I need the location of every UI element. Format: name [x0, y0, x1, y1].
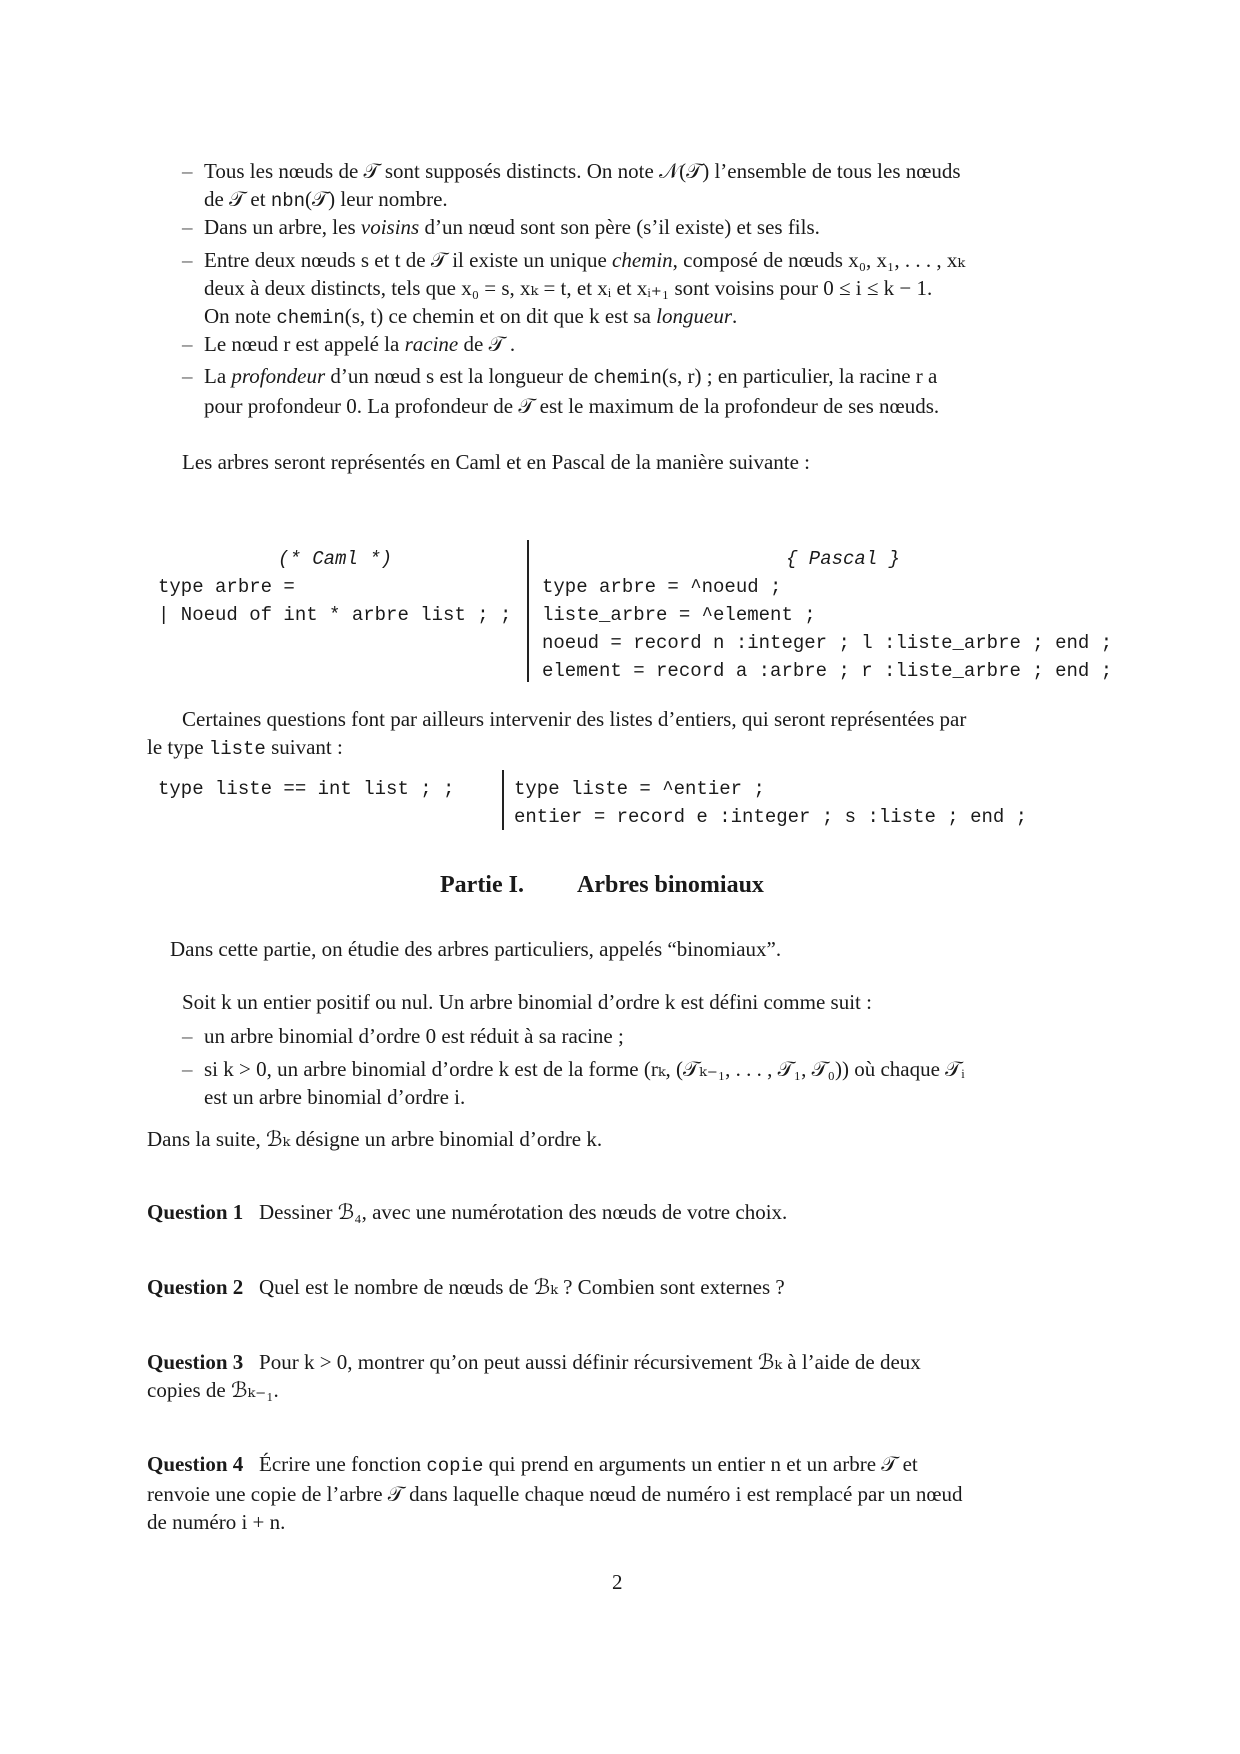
- liste-pascal-code: entier = record e :integer ; s :liste ; end ;: [514, 806, 1028, 828]
- liste-intro-line1: Certaines questions font par ailleurs intervenir des listes d’entiers, qui seront représentées par: [182, 707, 967, 731]
- bullet-dash: –: [182, 1057, 193, 1081]
- bullet-racine: Le nœud r est appelé la racine de 𝒯 .: [204, 332, 516, 356]
- pascal-comment: { Pascal }: [786, 548, 901, 570]
- pascal-code-line: liste_arbre = ^element ;: [542, 604, 816, 626]
- partie-title: Arbres binomiaux: [577, 872, 764, 898]
- bullet-dash: –: [182, 332, 193, 356]
- bullet-nodes-distinct: Tous les nœuds de 𝒯 sont supposés distincts. On note 𝒩(𝒯) l’ensemble de tous les nœuds de 𝒯 et nbn(𝒯) leur nombre.: [204, 159, 961, 212]
- partie-intro: Dans cette partie, on étudie des arbres particuliers, appelés “binomiaux”.: [170, 937, 782, 961]
- liste-caml-code: type liste == int list ; ;: [158, 778, 455, 800]
- code-separator: [502, 770, 504, 830]
- page-number: 2: [612, 1570, 623, 1594]
- bullet-chemin: Entre deux nœuds s et t de 𝒯 il existe un unique chemin, composé de nœuds x₀, x₁, . . . , xₖ deux à deux distincts, tels que x₀ = s, xₖ = t, et xᵢ et xᵢ₊₁ sont voisins pour 0 ≤ i ≤ k − 1. On note chemin(s, t) ce chemin et on dit que k est sa longueur.: [204, 248, 966, 329]
- bullet-dash: –: [182, 364, 193, 388]
- bullet-profondeur: La profondeur d’un nœud s est la longueur de chemin(s, r) ; en particulier, la racine r a pour profondeur 0. La profondeur de 𝒯 est le maximum de la profondeur de ses nœuds.: [204, 364, 940, 418]
- definition-item-k: si k > 0, un arbre binomial d’ordre k est de la forme (rₖ, (𝒯ₖ₋₁, . . . , 𝒯₁, 𝒯₀)) où chaque 𝒯ᵢ est un arbre binomial d’ordre i.: [204, 1057, 965, 1109]
- partie-number: Partie I.: [440, 872, 524, 898]
- pascal-code-line: noeud = record n :integer ; l :liste_arbre ; end ;: [542, 632, 1113, 654]
- question-3: Question 3 Pour k > 0, montrer qu’on peut aussi définir récursivement ℬₖ à l’aide de deux copies de ℬₖ₋₁.: [147, 1350, 921, 1402]
- question-4: Question 4 Écrire une fonction copie qui prend en arguments un entier n et un arbre 𝒯 et renvoie une copie de l’arbre 𝒯 dans laquelle chaque nœud de numéro i est remplacé par un nœud de numéro i + n.: [147, 1452, 963, 1534]
- liste-pascal-code: type liste = ^entier ;: [514, 778, 765, 800]
- definition-intro: Soit k un entier positif ou nul. Un arbre binomial d’ordre k est défini comme suit :: [182, 990, 872, 1014]
- liste-intro-line2: le type liste suivant :: [147, 735, 343, 760]
- question-1: Question 1 Dessiner ℬ₄, avec une numérotation des nœuds de votre choix.: [147, 1200, 788, 1224]
- caml-code-line: type arbre =: [158, 576, 295, 598]
- bullet-dash: –: [182, 248, 193, 272]
- definition-item-0: un arbre binomial d’ordre 0 est réduit à sa racine ;: [204, 1024, 624, 1048]
- bullet-dash: –: [182, 159, 193, 183]
- pascal-code-line: type arbre = ^noeud ;: [542, 576, 782, 598]
- caml-comment: (* Caml *): [278, 548, 393, 570]
- pascal-code-line: element = record a :arbre ; r :liste_arbre ; end ;: [542, 660, 1113, 682]
- repr-intro: Les arbres seront représentés en Caml et en Pascal de la manière suivante :: [182, 450, 811, 474]
- bullet-voisins: Dans un arbre, les voisins d’un nœud sont son père (s’il existe) et ses fils.: [204, 215, 820, 239]
- bullet-dash: –: [182, 1024, 193, 1048]
- question-2: Question 2 Quel est le nombre de nœuds de ℬₖ ? Combien sont externes ?: [147, 1275, 785, 1299]
- caml-code-line: | Noeud of int * arbre list ; ;: [158, 604, 512, 626]
- bullet-dash: –: [182, 215, 193, 239]
- code-separator: [527, 540, 529, 682]
- definition-suite: Dans la suite, ℬₖ désigne un arbre binomial d’ordre k.: [147, 1127, 603, 1151]
